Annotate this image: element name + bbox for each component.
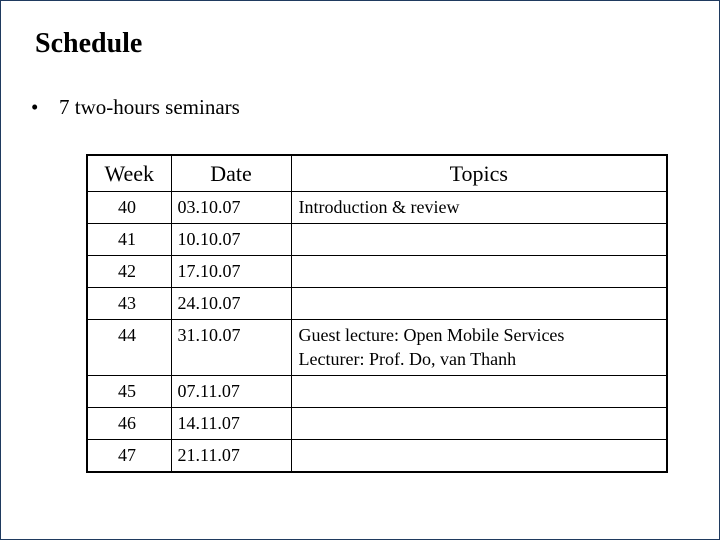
- topic-cell: [291, 256, 667, 288]
- date-cell: 21.11.07: [171, 440, 291, 473]
- table-row: [87, 408, 667, 440]
- topic-cell: [291, 408, 667, 440]
- topic-cell: [291, 224, 667, 256]
- date-cell: 31.10.07: [171, 320, 291, 376]
- table-row: [87, 256, 667, 288]
- week-cell: 42: [87, 256, 171, 288]
- table-row: [87, 288, 667, 320]
- topic-cell: [291, 192, 667, 224]
- table-row: [87, 192, 667, 224]
- header-date: Date: [171, 155, 291, 192]
- table-row: [87, 320, 667, 376]
- table-row: [87, 376, 667, 408]
- bullet-icon: •: [31, 95, 39, 119]
- date-cell: 24.10.07: [171, 288, 291, 320]
- topic-cell: [291, 288, 667, 320]
- week-cell: 43: [87, 288, 171, 320]
- topic-cell: [291, 376, 667, 408]
- bullet-text: 7 two-hours seminars: [59, 95, 240, 119]
- date-cell: 17.10.07: [171, 256, 291, 288]
- week-cell: 40: [87, 192, 171, 224]
- week-cell: 45: [87, 376, 171, 408]
- week-cell: 44: [87, 320, 171, 376]
- bullet-item: [31, 93, 240, 121]
- topic-text: Guest lecture: Open Mobile Services: [298, 325, 565, 345]
- date-cell: 03.10.07: [171, 192, 291, 224]
- table-header-row: [87, 155, 667, 192]
- date-cell: 10.10.07: [171, 224, 291, 256]
- topic-text: Lecturer: Prof. Do, van Thanh: [298, 349, 517, 369]
- date-cell: 14.11.07: [171, 408, 291, 440]
- week-cell: 46: [87, 408, 171, 440]
- topic-cell: [291, 320, 667, 376]
- header-week: Week: [87, 155, 171, 192]
- date-cell: 07.11.07: [171, 376, 291, 408]
- week-cell: 47: [87, 440, 171, 473]
- topic-cell: [291, 440, 667, 473]
- topic-text: Introduction & review: [298, 197, 460, 217]
- table-row: [87, 440, 667, 473]
- header-topics: Topics: [291, 155, 667, 192]
- week-cell: 41: [87, 224, 171, 256]
- schedule-table: [86, 154, 668, 473]
- slide-title: Schedule: [35, 28, 143, 59]
- table-row: [87, 224, 667, 256]
